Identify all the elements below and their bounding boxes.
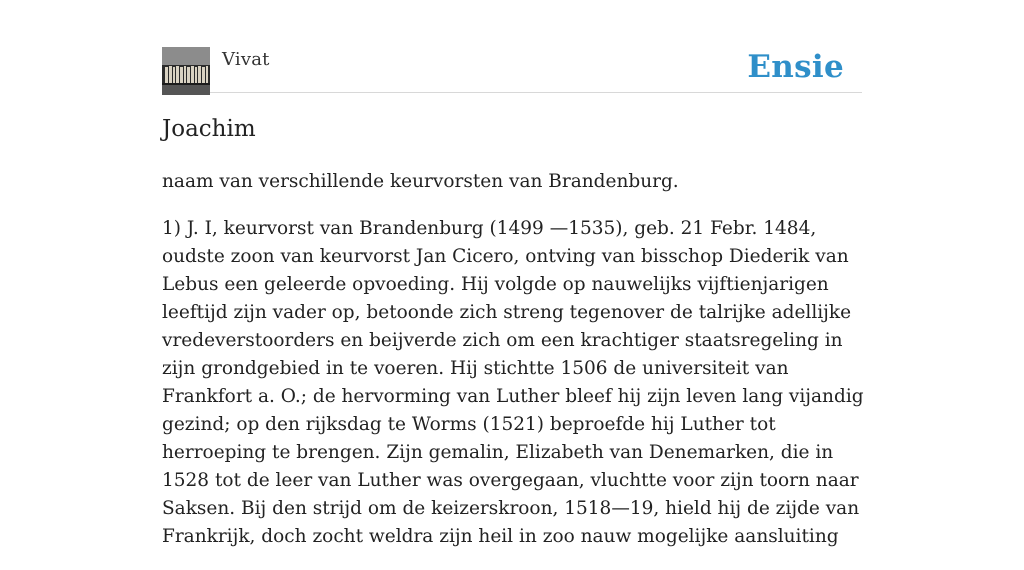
body-paragraph: 1) J. I, keurvorst van Brandenburg (1499 —1535), geb. 21 Febr. 1484, oudste zoon van keurvorst Jan Cicero, ontving van bisschop Diederik van Lebus een geleerde opvoeding. Hij volgde op nauwelijks vijftienjarigen leeftijd zijn vader op, betoonde zich streng tegenover de talrijke adellijke vredeverstoorders en beijverde zich om een krachtiger staatsregeling in zijn grondgebied in te voeren. Hij stichtte 1506 de universiteit van Frankfort a. O.; de hervorming van Luther bleef hij zijn leven lang vijandig gezind; op den rijksdag te Worms (1521) beproefde hij Luther tot herroeping te brengen. Zijn gemalin, Elizabeth van Denemarken, die in 1528 tot de leer van Luther was overgegaan, vluchtte voor zijn toorn naar Saksen. Bij den strijd om de keizerskroon, 1518—19, hield hij de zijde van Frankrijk, doch zocht weldra zijn heil in zoo nauw mogelijke aansluiting bbox=[162, 218, 864, 547]
bookshelf-image bbox=[162, 47, 210, 95]
brand-logo[interactable]: Ensie bbox=[747, 49, 844, 85]
article-body bbox=[162, 168, 864, 570]
author-avatar[interactable] bbox=[162, 47, 210, 95]
page-title: Joachim bbox=[162, 116, 256, 142]
author-name[interactable]: Vivat bbox=[222, 49, 270, 70]
definition-paragraph: naam van verschillende keurvorsten van Brandenburg. bbox=[162, 171, 679, 192]
site-header bbox=[162, 47, 862, 93]
